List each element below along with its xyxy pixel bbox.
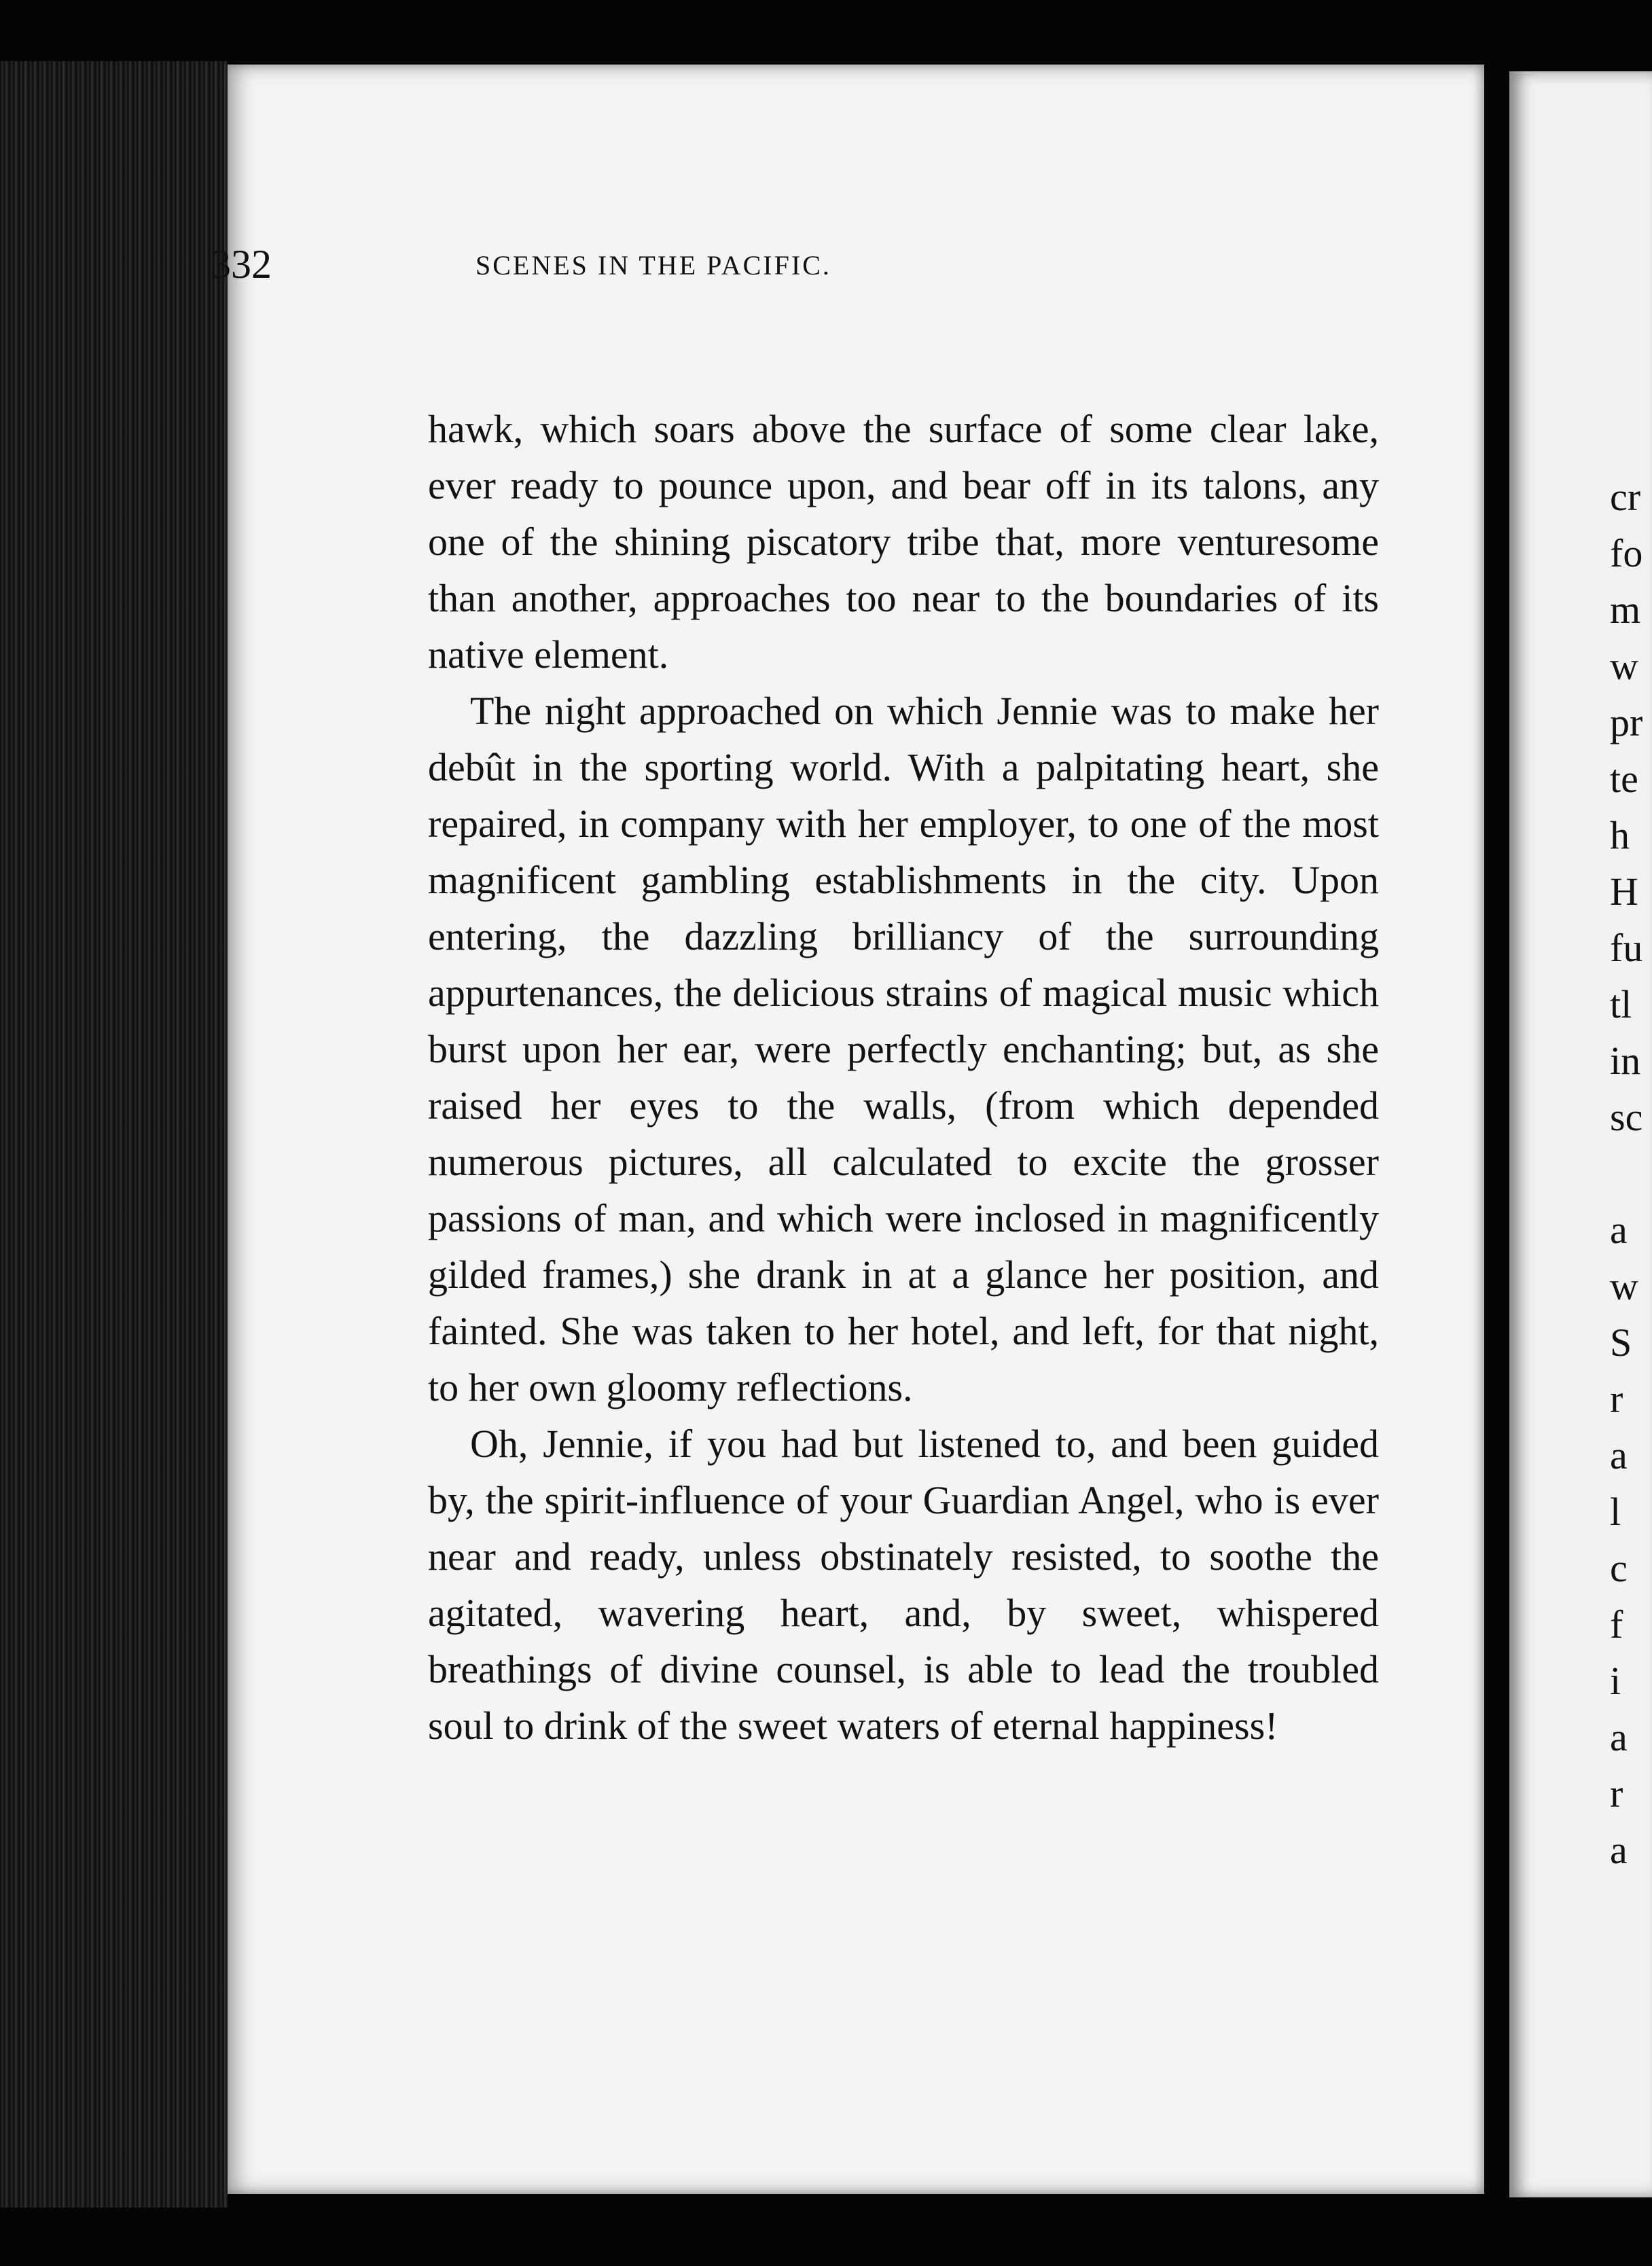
fragment: w bbox=[1610, 1264, 1638, 1308]
facing-page-text-fragments bbox=[1610, 469, 1652, 1878]
fragment: f bbox=[1610, 1602, 1623, 1647]
fragment: H bbox=[1610, 869, 1638, 914]
paragraph: hawk, which soars above the surface of some clear lake, ever ready to pounce upon, and bear off in its talons, any one of the shining piscatory tribe that, more venturesome than another, approaches too near to the boundaries of its native element. bbox=[428, 407, 1379, 677]
fragment: tl bbox=[1610, 982, 1632, 1026]
book-edge-left bbox=[0, 61, 228, 2208]
fragment: te bbox=[1610, 757, 1638, 801]
fragment: cr bbox=[1610, 475, 1641, 519]
fragment: in bbox=[1610, 1039, 1641, 1083]
page-number: 332 bbox=[211, 242, 272, 287]
page-header bbox=[211, 241, 1175, 323]
fragment: a bbox=[1610, 1433, 1628, 1477]
fragment: l bbox=[1610, 1490, 1621, 1534]
fragment: h bbox=[1610, 813, 1630, 857]
running-head: SCENES IN THE PACIFIC. bbox=[475, 250, 831, 281]
paragraph: The night approached on which Jennie was to make her debût in the sporting world. With a palpitating heart, she repaired, in company with her employer, to one of the most magnificent gambling establishments in the city. Upon entering, the dazzling brilliancy of the surrounding appurtenances, the delicious strains of magical music which burst upon her ear, were perfectly enchanting; but, as she raised her eyes to the walls, (from which depended numerous pictures, all calculated to excite the grosser passions of man, and which were inclosed in magnificently gilded frames,) she drank in at a glance her position, and fainted. She was taken to her hotel, and left, for that night, to her own gloomy reflections. bbox=[428, 689, 1379, 1409]
body-text bbox=[428, 401, 1379, 1754]
fragment: i bbox=[1610, 1659, 1621, 1703]
fragment: fo bbox=[1610, 531, 1643, 575]
fragment: a bbox=[1610, 1208, 1628, 1252]
fragment: r bbox=[1610, 1377, 1623, 1421]
fragment: sc bbox=[1610, 1095, 1643, 1139]
fragment: a bbox=[1610, 1828, 1628, 1872]
fragment: fu bbox=[1610, 926, 1643, 970]
fragment: m bbox=[1610, 588, 1641, 632]
fragment: c bbox=[1610, 1546, 1628, 1590]
fragment: pr bbox=[1610, 700, 1643, 744]
fragment: S bbox=[1610, 1320, 1632, 1365]
fragment: r bbox=[1610, 1772, 1623, 1816]
fragment: a bbox=[1610, 1715, 1628, 1759]
fragment: w bbox=[1610, 644, 1638, 688]
paragraph: Oh, Jennie, if you had but listened to, and been guided by, the spirit-influence of your Guardian Angel, who is ever near and ready, unless obstinately resisted, to soothe the agitated, wavering heart, and, by sweet, whispered breathings of divine counsel, is able to lead the troubled soul to drink of the sweet waters of eternal happiness! bbox=[428, 1422, 1379, 1748]
